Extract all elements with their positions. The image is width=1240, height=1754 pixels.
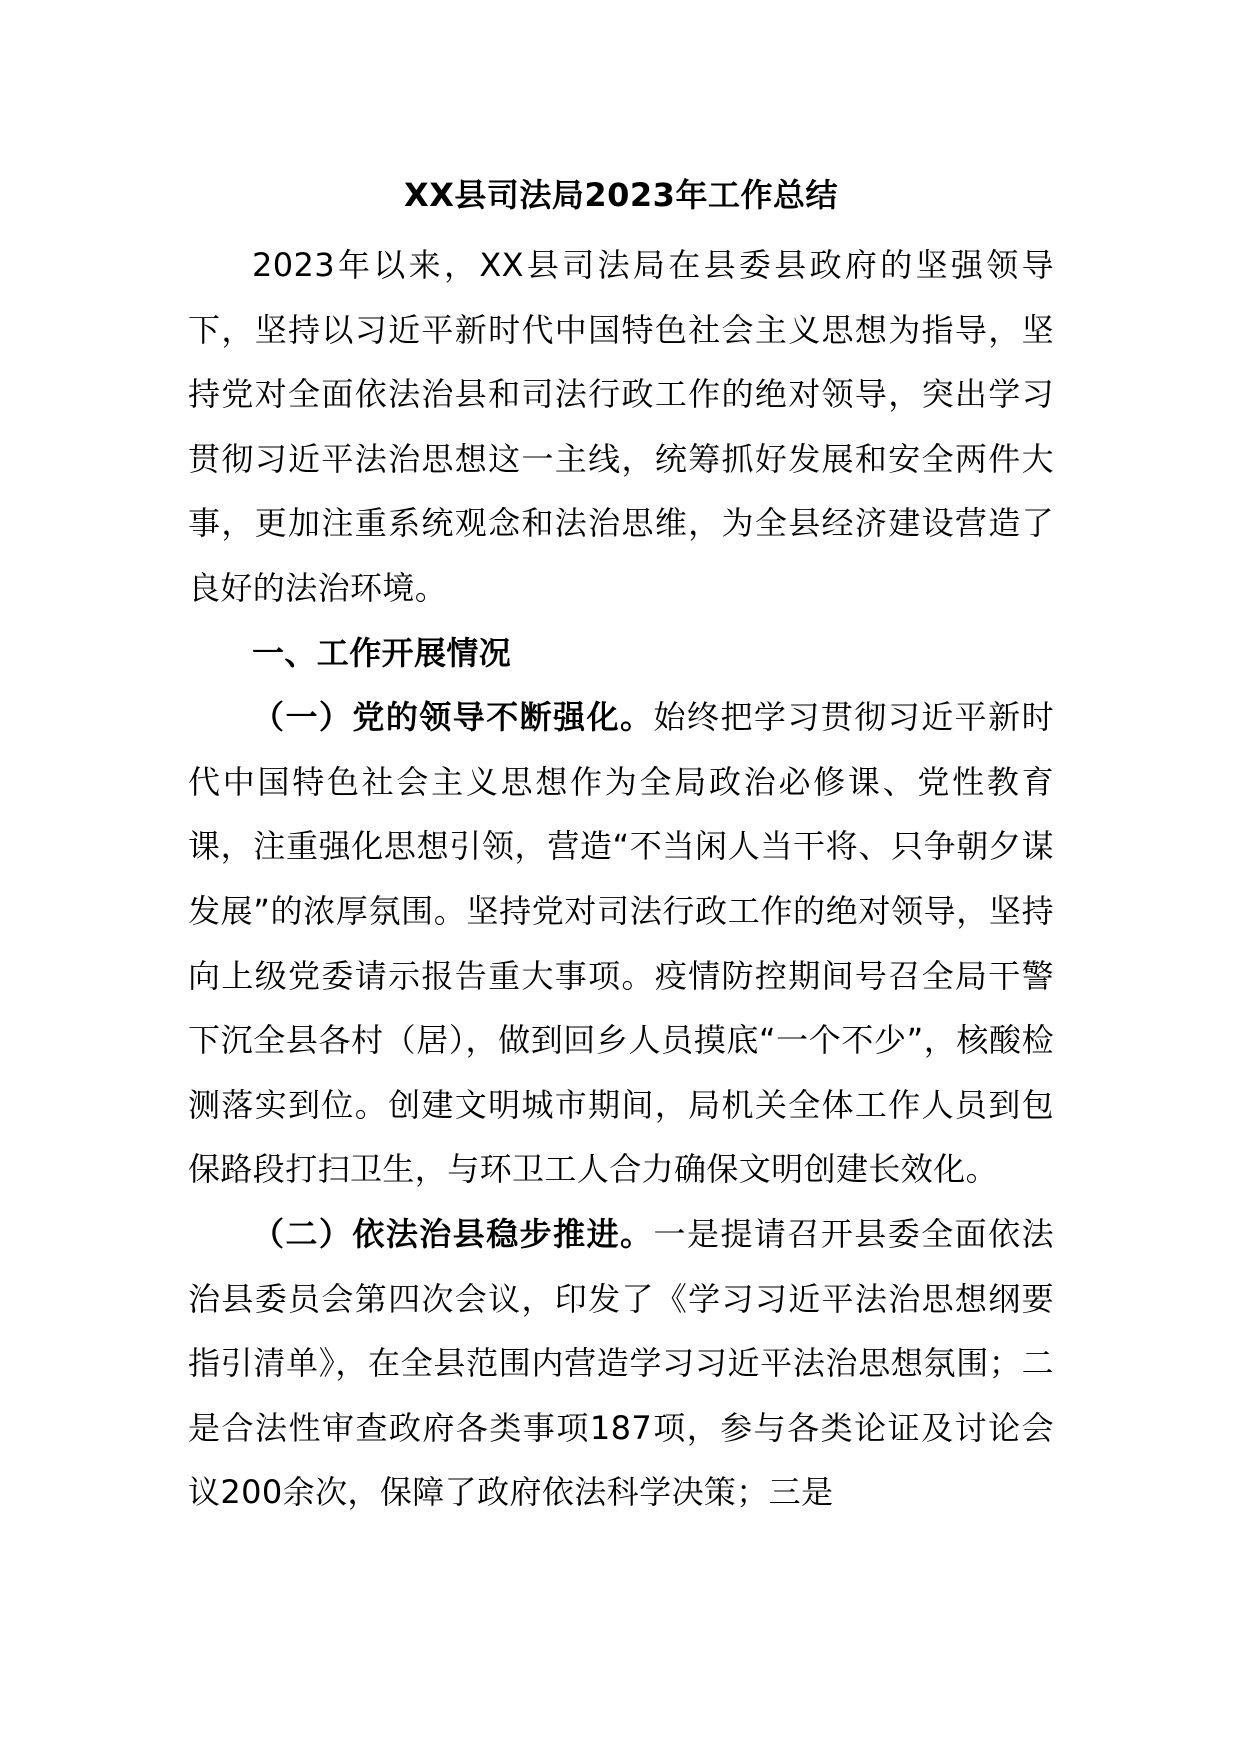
paragraph-lead-party-leadership: （一）党的领导不断强化。	[252, 698, 654, 737]
intro-paragraph: 2023年以来，XX县司法局在县委县政府的坚强领导下，坚持以习近平新时代中国特色社会主义思想为指导，坚持党对全面依法治县和司法行政工作的绝对领导，突出学习贯彻习近平法治思想这一主线，统筹抓好发展和安全两件大事，更加注重系统观念和法治思维，为全县经济建设营造了良好的法治环境。	[188, 246, 1054, 607]
paragraph-text-rule-of-law: 一是提请召开县委全面依法治县委员会第四次会议，印发了《学习习近平法治思想纲要指引清单》，在全县范围内营造学习习近平法治思想氛围；二是合法性审查政府各类事项187项，参与各类论证及讨论会议200余次，保障了政府依法科学决策；三是	[188, 1214, 1054, 1512]
paragraph-text-party-leadership: 始终把学习贯彻习近平新时代中国特色社会主义思想作为全局政治必修课、党性教育课，注重强化思想引领，营造“不当闲人当干将、只争朝夕谋发展”的浓厚氛围。坚持党对司法行政工作的绝对领导，坚持向上级党委请示报告重大事项。疫情防控期间号召全局干警下沉全县各村（居），做到回乡人员摸底“一个不少”，核酸检测落实到位。创建文明城市期间，局机关全体工作人员到包保路段打扫卫生，与环卫工人合力确保文明创建长效化。	[188, 698, 1054, 1189]
section-heading-work-progress: 一、工作开展情况	[252, 633, 512, 672]
document-body	[188, 233, 1054, 1525]
document-title: XX县司法局2023年工作总结	[404, 176, 838, 214]
paragraph-lead-rule-of-law: （二）依法治县稳步推进。	[252, 1214, 654, 1253]
paragraph-party-leadership	[188, 685, 1054, 1202]
paragraph-rule-of-law	[188, 1202, 1054, 1525]
